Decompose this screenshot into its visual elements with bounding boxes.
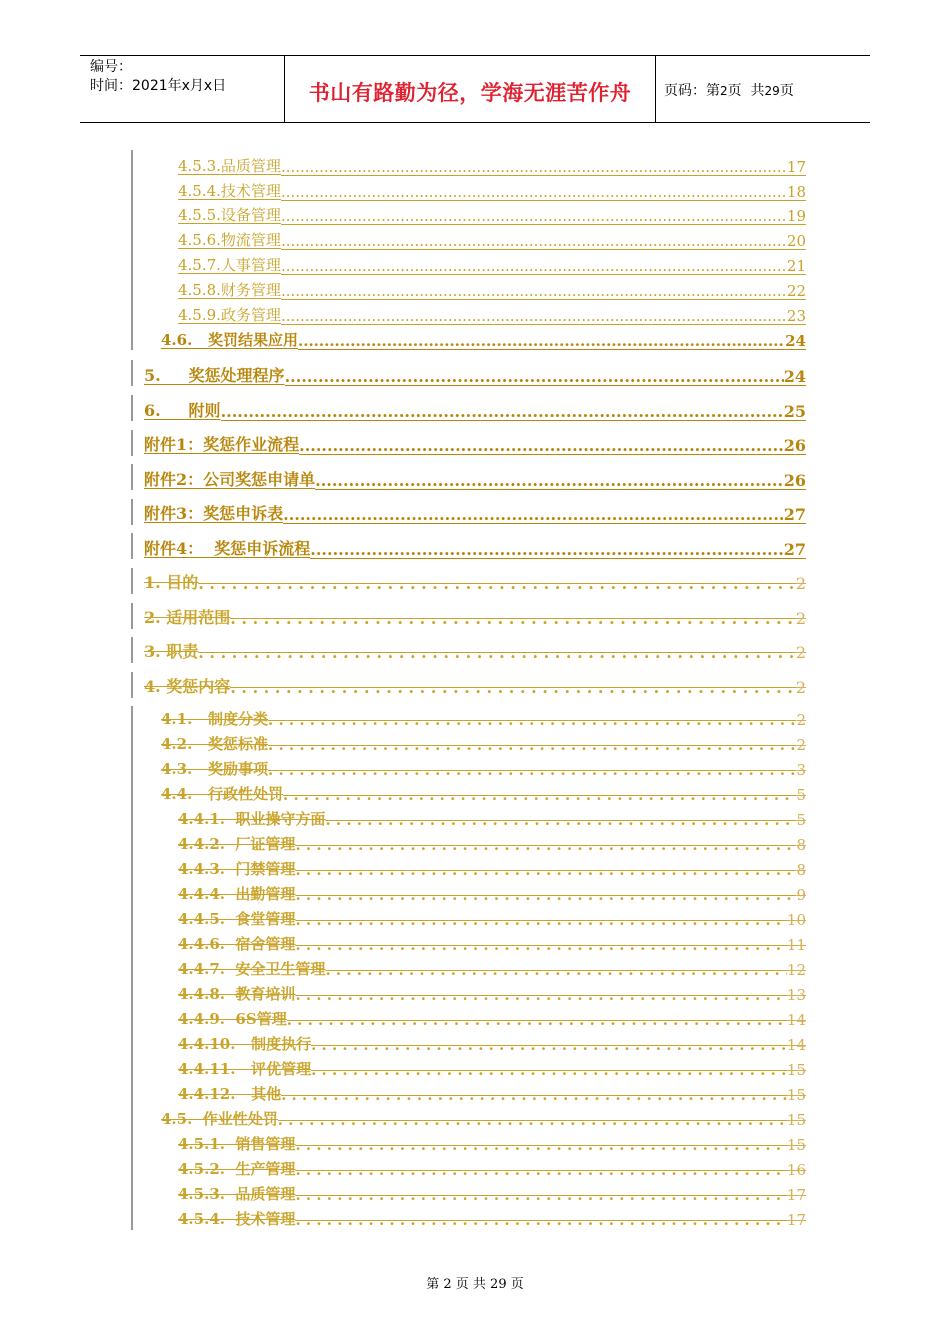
- toc-deleted-entry: [178, 808, 806, 829]
- toc-leader: [281, 307, 787, 325]
- page-mid: 页 共: [727, 83, 765, 99]
- code-label: 编号：: [90, 59, 132, 75]
- toc-entry-title: 附件2：公司奖惩申请单: [144, 470, 316, 489]
- toc-deleted-entry: [161, 783, 806, 804]
- toc-entry-title: 4.4.12. 其他: [178, 1085, 282, 1103]
- toc-entry-page: 15: [786, 1136, 806, 1154]
- toc-entry-page: 15: [786, 1111, 806, 1129]
- toc-leader: [295, 836, 796, 854]
- toc-entry-page: 14: [786, 1011, 806, 1029]
- toc-deleted-entry: [178, 1058, 806, 1079]
- toc-leader: [295, 886, 796, 904]
- date-label: 时间：2021年x月x日: [90, 78, 227, 94]
- toc-entry-page: 23: [786, 307, 806, 325]
- toc-deleted-entry: [178, 1158, 806, 1179]
- toc-leader: [230, 609, 796, 628]
- toc-entry-title: 4.1. 制度分类: [161, 710, 268, 728]
- toc-leader: [295, 986, 786, 1004]
- toc-entry[interactable]: [144, 501, 806, 524]
- toc-entry-page: 2: [796, 711, 806, 729]
- toc-entry-page: 17: [786, 158, 806, 176]
- toc-entry-page: 8: [796, 836, 806, 854]
- toc-entry-page: 15: [786, 1086, 806, 1104]
- toc-entry-title: 4.5.9.政务管理: [178, 306, 281, 324]
- toc-leader: [281, 1086, 787, 1104]
- toc-leader: [281, 183, 787, 201]
- toc-entry-title: 6. 附则: [144, 401, 221, 420]
- toc-leader: [198, 574, 796, 593]
- toc-entry-title: 4. 奖惩内容: [144, 677, 231, 696]
- toc-leader: [283, 786, 796, 804]
- toc-entry-page: 2: [796, 736, 806, 754]
- toc-entry-title: 4.4.1. 职业操守方面: [178, 810, 326, 828]
- toc-entry-title: 4.4.6. 宿舍管理: [178, 935, 296, 953]
- toc-deleted-entry: [144, 639, 806, 662]
- toc-entry-title: 4.6. 奖罚结果应用: [161, 331, 298, 349]
- toc-entry[interactable]: [144, 363, 806, 386]
- toc-entry-page: 16: [786, 1161, 806, 1179]
- toc-leader: [311, 1061, 787, 1079]
- toc-leader: [281, 207, 787, 225]
- toc-deleted-entry: [178, 1133, 806, 1154]
- toc-entry-page: 26: [783, 471, 806, 490]
- page-footer: 第 2 页 共 29 页: [426, 1277, 524, 1292]
- toc-leader: [283, 505, 784, 524]
- toc-deleted-entry: [161, 733, 806, 754]
- toc-deleted-entry: [178, 858, 806, 879]
- toc-entry-page: 27: [783, 505, 806, 524]
- toc-entry[interactable]: [178, 204, 806, 225]
- toc-entry-title: 4.5. 作业性处罚: [161, 1110, 278, 1128]
- toc-leader: [295, 936, 786, 954]
- toc-leader: [295, 1136, 786, 1154]
- toc-entry[interactable]: [144, 467, 806, 490]
- toc-leader: [281, 257, 787, 275]
- toc-deleted-entry: [144, 570, 806, 593]
- toc-entry-title: 4.5.6.物流管理: [178, 231, 281, 249]
- toc-deleted-entry: [178, 958, 806, 979]
- toc-entry-title: 4.4.9. 6S管理: [178, 1010, 287, 1028]
- toc-deleted-entry: [161, 758, 806, 779]
- toc-entry-page: 2: [795, 678, 806, 697]
- toc-entry-title: 附件4： 奖惩申诉流程: [144, 539, 311, 558]
- toc-entry-title: 4.3. 奖励事项: [161, 760, 268, 778]
- toc-deleted-entry: [178, 933, 806, 954]
- toc-deleted-entry: [178, 1083, 806, 1104]
- toc-entry-page: 17: [786, 1211, 806, 1229]
- toc-entry-page: 24: [785, 332, 806, 350]
- toc-leader: [295, 1161, 786, 1179]
- toc-entry-page: 22: [786, 282, 806, 300]
- toc-entry-page: 5: [796, 786, 806, 804]
- page-prefix: 页码：第: [664, 83, 720, 99]
- toc-entry-title: 4.4.11. 评优管理: [178, 1060, 312, 1078]
- page-total: 29: [764, 84, 780, 98]
- toc-leader: [268, 761, 796, 779]
- toc-leader: [298, 332, 785, 350]
- toc-deleted-entry: [178, 883, 806, 904]
- toc-entry[interactable]: [178, 279, 806, 300]
- toc-entry[interactable]: [178, 229, 806, 250]
- toc-leader: [230, 678, 796, 697]
- toc-entry-title: 4.5.7.人事管理: [178, 256, 281, 274]
- toc-leader: [295, 1211, 786, 1229]
- toc-leader: [315, 471, 784, 490]
- toc-entry-title: 附件3：奖惩申诉表: [144, 504, 284, 523]
- toc-leader: [281, 158, 787, 176]
- toc-entry-title: 4.5.4. 技术管理: [178, 1210, 296, 1228]
- toc-leader: [311, 1036, 787, 1054]
- toc-leader: [268, 711, 796, 729]
- toc-entry-page: 15: [786, 1061, 806, 1079]
- toc-deleted-entry: [178, 833, 806, 854]
- toc-entry-title: 4.4. 行政性处罚: [161, 785, 283, 803]
- toc-entry-title: 4.5.5.设备管理: [178, 206, 281, 224]
- toc-leader: [221, 402, 784, 421]
- toc-entry-title: 4.4.3. 门禁管理: [178, 860, 296, 878]
- toc-leader: [285, 367, 784, 386]
- toc-entry[interactable]: [144, 432, 806, 455]
- toc-entry-page: 10: [786, 911, 806, 929]
- toc-deleted-entry: [178, 1008, 806, 1029]
- toc-leader: [295, 861, 796, 879]
- toc-leader: [325, 961, 786, 979]
- toc-entry-title: 1. 目的: [144, 573, 199, 592]
- toc-leader: [268, 736, 796, 754]
- toc-deleted-entry: [178, 908, 806, 929]
- toc-entry-title: 4.5.8.财务管理: [178, 281, 281, 299]
- toc-entry[interactable]: [178, 155, 806, 176]
- toc-entry-page: 2: [795, 609, 806, 628]
- toc-entry-title: 4.5.3.品质管理: [178, 157, 281, 175]
- toc-entry-page: 9: [796, 886, 806, 904]
- toc-entry-page: 21: [786, 257, 806, 275]
- toc-deleted-entry: [144, 605, 806, 628]
- toc-leader: [299, 436, 784, 455]
- toc-entry-title: 4.5.4.技术管理: [178, 182, 281, 200]
- toc-entry-page: 18: [786, 183, 806, 201]
- toc-leader: [295, 911, 786, 929]
- toc-entry-title: 4.4.10. 制度执行: [178, 1035, 312, 1053]
- toc-entry-page: 25: [783, 402, 806, 421]
- toc-entry-page: 14: [786, 1036, 806, 1054]
- toc-entry-page: 2: [795, 574, 806, 593]
- toc-entry[interactable]: [178, 304, 806, 325]
- toc-entry-title: 附件1：奖惩作业流程: [144, 435, 300, 454]
- toc-entry-page: 5: [796, 811, 806, 829]
- toc-leader: [281, 282, 787, 300]
- toc-entry-title: 4.4.5. 食堂管理: [178, 910, 296, 928]
- toc-entry-title: 2. 适用范围: [144, 608, 231, 627]
- toc-entry-title: 4.4.2. 厂证管理: [178, 835, 296, 853]
- toc-entry-page: 2: [795, 643, 806, 662]
- toc-entry[interactable]: [144, 536, 806, 559]
- toc-entry[interactable]: [178, 180, 806, 201]
- toc-entry-page: 20: [786, 232, 806, 250]
- toc-entry-title: 4.5.1. 销售管理: [178, 1135, 296, 1153]
- toc-deleted-entry: [178, 1208, 806, 1229]
- toc-leader: [278, 1111, 787, 1129]
- toc-entry-page: 17: [786, 1186, 806, 1204]
- toc-entry[interactable]: [161, 329, 806, 350]
- toc-entry-page: 3: [796, 761, 806, 779]
- toc-deleted-entry: [144, 674, 806, 697]
- toc-leader: [198, 643, 796, 662]
- page-suffix: 页: [779, 83, 794, 99]
- toc-deleted-entry: [178, 1033, 806, 1054]
- toc-deleted-entry: [178, 983, 806, 1004]
- toc-entry-page: 8: [796, 861, 806, 879]
- toc-leader: [281, 232, 787, 250]
- toc-entry-page: 11: [786, 936, 806, 954]
- toc-entry-page: 27: [783, 540, 806, 559]
- toc-entry-title: 4.4.4. 出勤管理: [178, 885, 296, 903]
- page-current: 2: [720, 84, 728, 98]
- toc-leader: [325, 811, 796, 829]
- toc-entry-title: 5. 奖惩处理程序: [144, 366, 285, 385]
- toc-leader: [310, 540, 783, 559]
- toc-entry-title: 3. 职责: [144, 642, 199, 661]
- toc-deleted-entry: [161, 708, 806, 729]
- toc-entry-page: 26: [783, 436, 806, 455]
- toc-leader: [287, 1011, 787, 1029]
- toc-entry[interactable]: [144, 398, 806, 421]
- toc-entry-title: 4.4.8. 教育培训: [178, 985, 296, 1003]
- toc-entry[interactable]: [178, 254, 806, 275]
- toc-entry-title: 4.4.7. 安全卫生管理: [178, 960, 326, 978]
- toc-entry-page: 19: [786, 207, 806, 225]
- toc-entry-page: 12: [786, 961, 806, 979]
- header-motto: 书山有路勤为径，学海无涯苦作舟: [308, 81, 632, 105]
- toc-entry-page: 24: [783, 367, 806, 386]
- toc-deleted-entry: [161, 1108, 806, 1129]
- toc-deleted-entry: [178, 1183, 806, 1204]
- toc-leader: [295, 1186, 786, 1204]
- toc-entry-title: 4.5.2. 生产管理: [178, 1160, 296, 1178]
- toc-entry-title: 4.5.3. 品质管理: [178, 1185, 296, 1203]
- toc-entry-page: 13: [786, 986, 806, 1004]
- toc-entry-title: 4.2. 奖惩标准: [161, 735, 268, 753]
